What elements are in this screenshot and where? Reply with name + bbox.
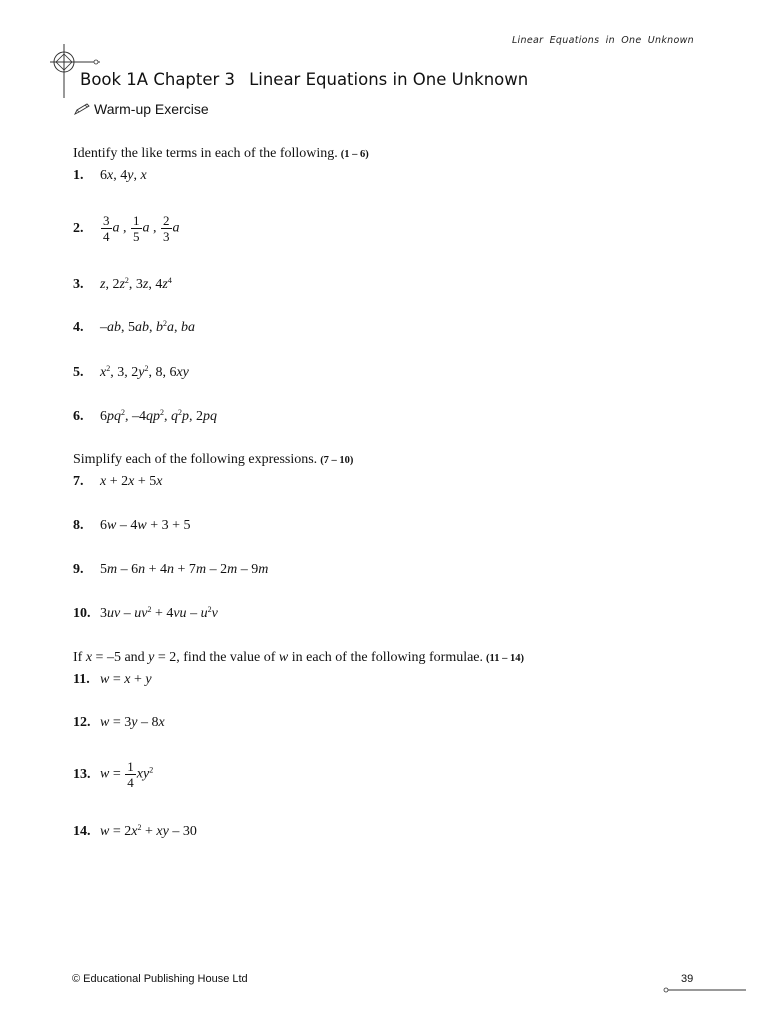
question-range: (7 – 10) <box>320 455 354 466</box>
question-number: 3. <box>73 277 84 292</box>
book-chapter-label: Book 1A Chapter 3 <box>80 70 236 89</box>
question-number: 14. <box>73 824 91 839</box>
question-expression: $6pq^2$, $-4qp^2$, $q^2p$, 2pq <box>100 408 217 424</box>
instruction-text: If x = –5 and y = 2, find the value of w in each of the following formulae. <box>73 650 484 665</box>
instruction-like-terms <box>73 146 369 162</box>
question-number: 2. <box>73 220 84 236</box>
section-heading <box>74 101 209 117</box>
running-head: Linear Equations in One Unknown <box>511 35 694 46</box>
question-expression: w = 3y – 8x <box>100 715 165 730</box>
question-4 <box>73 320 195 336</box>
chapter-topic: Linear Equations in One Unknown <box>249 70 529 89</box>
question-number: 1. <box>73 168 84 183</box>
question-14 <box>73 824 197 840</box>
instruction-text: Simplify each of the following expressions. <box>73 452 318 467</box>
question-13 <box>73 760 153 789</box>
question-11 <box>73 672 152 688</box>
question-number: 6. <box>73 409 84 424</box>
footer-publisher: © Educational Publishing House Ltd <box>72 973 248 985</box>
question-9 <box>73 562 268 578</box>
question-expression: x + 2x + 5x <box>100 474 163 489</box>
question-expression: 5m – 6n + 4n + 7m – 2m – 9m <box>100 562 269 577</box>
section-label: Warm-up Exercise <box>94 101 209 117</box>
question-range: (11 – 14) <box>486 653 524 664</box>
question-2 <box>73 214 180 243</box>
question-number: 4. <box>73 320 84 335</box>
instruction-text: Identify the like terms in each of the following. <box>73 146 338 161</box>
question-expression: 6x, 4y, x <box>100 168 147 183</box>
question-3 <box>73 277 172 293</box>
question-expression: $\frac{3}{4}$ a , $\frac{1}{5}$ a , $\frac{2}{3}$ a <box>103 213 180 244</box>
footer-rule <box>662 986 746 994</box>
question-number: 7. <box>73 474 84 489</box>
question-1 <box>73 168 147 184</box>
pencil-icon <box>74 103 91 115</box>
instruction-simplify <box>73 452 353 468</box>
question-number: 5. <box>73 365 84 380</box>
question-expression: w = $\frac{1}{4}$ $xy^2$ <box>100 759 154 790</box>
question-number: 11. <box>73 672 90 687</box>
question-number: 10. <box>73 606 91 621</box>
page-number: 39 <box>681 973 694 985</box>
question-expression: –ab, 5ab, $b^2a$, ba <box>100 319 195 335</box>
question-expression: z, $2z^2$, 3z, $4z^4$ <box>100 276 172 292</box>
question-range: (1 – 6) <box>340 149 369 160</box>
question-8 <box>73 518 190 534</box>
question-number: 12. <box>73 715 91 730</box>
question-10 <box>73 606 218 622</box>
question-expression: w = x + y <box>100 672 152 687</box>
question-number: 13. <box>73 766 91 782</box>
question-12 <box>73 715 165 731</box>
question-expression: $w = 2x^2$ + xy – 30 <box>100 823 197 839</box>
chapter-title <box>80 70 528 89</box>
question-expression: $x^2$, 3, $2y^2$, 8, 6xy <box>100 364 189 380</box>
question-expression: $3uv - uv^2 + 4vu - u^2v$ <box>100 605 218 621</box>
question-6 <box>73 409 217 425</box>
question-7 <box>73 474 162 490</box>
instruction-substitute <box>73 650 524 666</box>
question-5 <box>73 365 189 381</box>
question-number: 8. <box>73 518 84 533</box>
question-expression: 6w – 4w + 3 + 5 <box>100 518 191 533</box>
question-number: 9. <box>73 562 84 577</box>
